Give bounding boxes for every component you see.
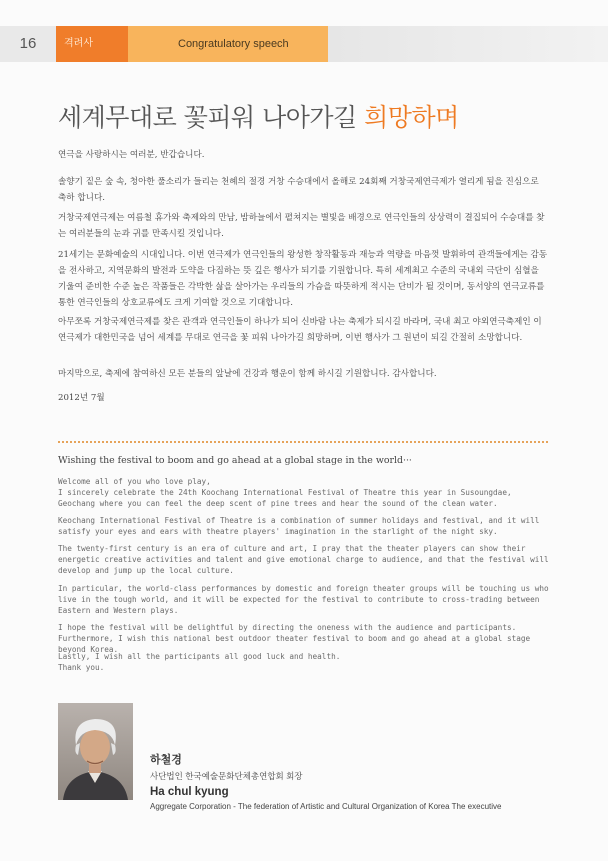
signature-org-english: Aggregate Corporation - The federation of Artistic and Cultural Organization of Korea The executive <box>150 802 502 811</box>
korean-paragraph-4: 21세기는 문화예술의 시대입니다. 이번 연극제가 연극인들의 왕성한 창작활동과 재능과 역량을 마음껏 발휘하여 관객들에게는 감동을 전사하고, 지역문화의 발전과 도약을 다짐하는 뜻 깊은 행사가 되기를 기원합니다. 특히 세계최고 수준의 국내외 극단이 심혈을 기울여 준비한 수준 높은 작품들은 각박한 삶을 살아가는 우리들의 가슴을 따뜻하게 적시는 단비가 될 것이며, 동서양의 연극교류를 통한 연극인들의 상호교류에도 크게 기여할 것으로 기대합니다. <box>58 250 548 308</box>
section-label-korean: 격려사 <box>64 38 93 49</box>
header-band <box>328 26 608 62</box>
korean-date: 2012년 7월 <box>58 393 105 403</box>
section-tab-english <box>128 26 328 62</box>
english-paragraph-1b: I sincerely celebrate the 24th Koochang International Festival of Theatre this year in Susoungdae, Geochang where you can feel the deep scent of pine trees and hear the sound of the clean water. <box>58 488 512 508</box>
korean-paragraph-6: 마지막으로, 축제에 참여하신 모든 분들의 앞날에 건강과 행운이 함께 하시길 기원합니다. 감사합니다. <box>58 369 437 379</box>
english-paragraph-6a: Lastly, I wish all the participants all good luck and health. <box>58 652 341 661</box>
signature-name-english: Ha chul kyung <box>150 786 229 798</box>
english-paragraph-6b: Thank you. <box>58 663 105 672</box>
korean-paragraph-1: 연극을 사랑하시는 여러분, 반갑습니다. <box>58 150 205 160</box>
section-label-english: Congratulatory speech <box>178 38 289 50</box>
signature-name-korean: 하철경 <box>150 754 182 766</box>
portrait-photo <box>58 703 133 800</box>
title-main: 세계무대로 꽃피워 나아가길 <box>58 103 365 132</box>
english-paragraph-2: Keochang International Festival of Theatre is a combination of summer holidays and festival, and it will satisfy your eyes and ears with theatre players' imagination in the starlight of the night sky. <box>58 516 540 536</box>
english-paragraph-4: In particular, the world-class performances by domestic and foreign theater groups will be touching us who live in the tough world, and it will be expected for the festival to contribute to cross-trading between Eastern and Western plays. <box>58 584 549 615</box>
english-paragraph-3: The twenty-first century is an era of culture and art, I pray that the theater players can show their energetic creative activities and talent and give emotional charge to audience, and that the festival will develop and jump up the local culture. <box>58 544 549 575</box>
signature-org-korean: 사단법인 한국예술문화단체총연합회 회장 <box>150 771 303 781</box>
korean-paragraph-5: 아무쪼록 거창국제연극제를 찾은 관객과 연극인들이 하나가 되어 신바람 나는 축제가 되시길 바라며, 국내 최고 야외연극축제인 이 연극제가 대한민국을 넘어 세계를 무대로 연극을 꽃 피워 나아가길 희망하며, 이번 행사가 그 원년이 되길 간절히 소망합니다. <box>58 317 542 343</box>
title-highlight: 희망하며 <box>364 103 459 132</box>
korean-paragraph-2: 솔향기 짙은 숲 속, 청아한 풀소리가 들리는 천혜의 절경 거창 수승대에서 올해로 24회째 거창국제연극제가 열리게 됨을 진심으로 축하 합니다. <box>58 177 539 203</box>
english-paragraph-5: I hope the festival will be delightful by directing the oneness with the audience and participants. Furthermore, I wish this national best outdoor theater festival to boom and go ahead at a global stage beyond Korea. <box>58 623 531 654</box>
page-number: 16 <box>0 26 56 62</box>
korean-paragraph-3: 거창국제연극제는 여름철 휴가와 축제와의 만남, 밤하늘에서 펼쳐지는 별빛을 배경으로 연극인들의 상상력이 결집되어 수승대를 찾는 여러분들의 눈과 귀를 만족시킬 것입니다. <box>58 213 545 239</box>
section-divider <box>58 441 548 443</box>
page-title <box>58 98 459 134</box>
english-paragraph-1a: Welcome all of you who love play, <box>58 477 211 486</box>
portrait-image <box>58 703 133 800</box>
english-title: Wishing the festival to boom and go ahead at a global stage in the world··· <box>58 455 412 466</box>
section-tab-korean <box>56 26 128 62</box>
page-header <box>0 26 608 62</box>
